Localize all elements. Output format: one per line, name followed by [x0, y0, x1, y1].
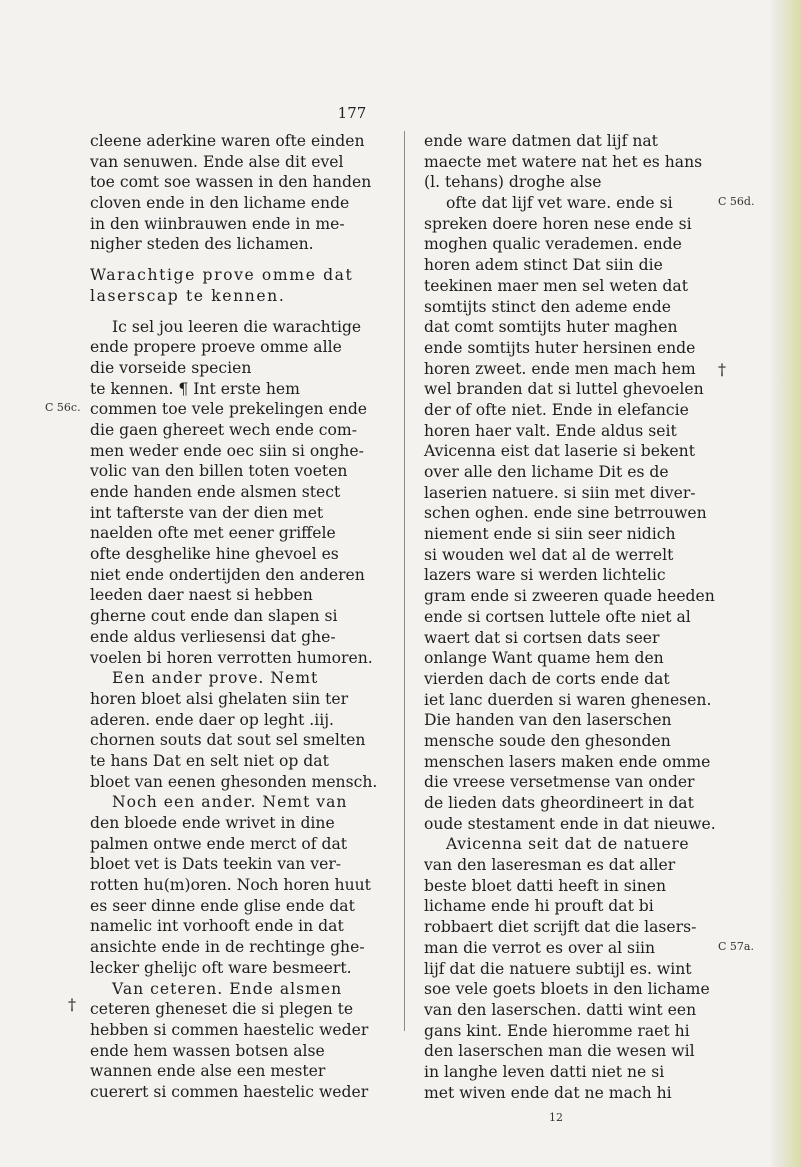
text-line: de lieden dats gheordineert in dat	[424, 794, 694, 812]
text-line: onlange Want quame hem den	[424, 649, 664, 668]
text-line: ofte desghelike hine ghevoel es	[90, 545, 339, 564]
text-line: volic van den billen toten voeten	[90, 462, 348, 481]
text-line: ceteren gheneset die si plegen te	[90, 1000, 354, 1019]
text-line: die vorseide specien	[90, 358, 252, 377]
section-heading: Warachtige prove omme dat	[90, 266, 354, 285]
text-line: naelden ofte met eener griffele	[90, 524, 336, 543]
text-line: Avicenna eist dat laserie si bekent	[424, 442, 695, 461]
text-line: cleene aderkine waren ofte einden	[90, 132, 365, 150]
text-line: ofte dat lijf vet ware. ende si	[446, 194, 673, 213]
text-line: si wouden wel dat al de werrelt	[424, 545, 674, 564]
text-line: van den laseresman es dat aller	[424, 856, 676, 875]
text-line: te hans Dat en selt niet op dat	[90, 751, 329, 770]
text-line: te kennen. ¶ Int erste hem	[90, 379, 300, 398]
text-line: moghen qualic verademen. ende	[424, 235, 682, 254]
column-divider	[404, 131, 405, 1031]
text-line: Avicenna seit dat de natuere	[446, 835, 690, 854]
right-column	[424, 131, 716, 1103]
text-line: horen adem stinct Dat siin die	[424, 256, 663, 275]
section-heading-line: Een ander prove. Nemt	[112, 669, 319, 688]
text-line: bloet vet is Dats teekin van ver-	[90, 855, 342, 874]
text-line: ansichte ende in de rechtinge ghe-	[90, 938, 365, 957]
text-line: niet ende ondertijden den anderen	[90, 565, 365, 584]
section-heading: laserscap te kennen.	[90, 286, 286, 305]
margin-note-c56d: C 56d.	[718, 195, 755, 208]
text-line: gherne cout ende dan slapen si	[90, 607, 338, 626]
dagger-mark-left: †	[68, 995, 76, 1014]
text-line: van den laserschen. datti wint een	[424, 1000, 697, 1019]
text-line: lijf dat die natuere subtijl es. wint	[424, 959, 692, 978]
text-line: leeden daer naest si hebben	[90, 586, 313, 605]
text-line: wannen ende alse een mester	[90, 1062, 326, 1081]
margin-note-c56c: C 56c.	[45, 401, 81, 414]
signature-mark: 12	[549, 1111, 563, 1124]
text-line: ende hem wassen botsen alse	[90, 1041, 325, 1060]
text-line: ende si cortsen luttele ofte niet al	[424, 607, 691, 626]
text-line: die gaen ghereet wech ende com-	[90, 420, 357, 439]
text-line: in den wiinbrauwen ende in me-	[90, 214, 345, 233]
text-line: ende somtijts huter hersinen ende	[424, 338, 696, 357]
text-line: schen oghen. ende sine betrrouwen	[424, 504, 707, 523]
text-line: spreken doere horen nese ende si	[424, 214, 692, 233]
text-line: Ic sel jou leeren die warachtige	[112, 317, 362, 336]
paragraph-gap	[90, 255, 382, 265]
text-line: over alle den lichame Dit es de	[424, 463, 669, 481]
text-line: in langhe leven datti niet ne si	[424, 1062, 665, 1081]
text-line: Die handen van den laserschen	[424, 711, 672, 730]
text-line: palmen ontwe ende merct of dat	[90, 834, 348, 853]
page-edge-shadow	[771, 0, 801, 1167]
text-line: bloet van eenen ghesonden mensch.	[90, 772, 378, 791]
text-line: der of ofte niet. Ende in elefancie	[424, 400, 689, 419]
text-line: den bloede ende wrivet in dine	[90, 814, 335, 832]
text-line: den laserschen man die wesen wil	[424, 1042, 695, 1061]
text-line: maecte met watere nat het es hans	[424, 152, 703, 171]
text-line: hebben si commen haestelic weder	[90, 1020, 369, 1039]
text-line: van senuwen. Ende alse dit evel	[90, 152, 344, 171]
text-line: met wiven ende dat ne mach hi	[424, 1083, 672, 1102]
text-line: teekinen maer men sel weten dat	[424, 276, 688, 295]
text-line: es seer dinne ende glise ende dat	[90, 896, 355, 915]
text-line: beste bloet datti heeft in sinen	[424, 876, 667, 895]
text-line: iet lanc duerden si waren ghenesen.	[424, 690, 712, 709]
text-line: voelen bi horen verrotten humoren.	[90, 648, 373, 667]
text-line: mensche soude den ghesonden	[424, 731, 671, 750]
text-line: somtijts stinct den ademe ende	[424, 297, 671, 316]
text-line: waert dat si cortsen dats seer	[424, 628, 660, 647]
text-line: aderen. ende daer op leght .iij.	[90, 710, 335, 729]
text-line: ende ware datmen dat lijf nat	[424, 132, 658, 150]
text-line: lichame ende hi prouft dat bi	[424, 897, 654, 916]
text-line: int tafterste van der dien met	[90, 503, 324, 522]
dagger-mark-right: †	[718, 360, 726, 379]
text-line: vierden dach de corts ende dat	[424, 669, 670, 688]
text-line: gans kint. Ende hieromme raet hi	[424, 1021, 690, 1040]
section-heading-line: Noch een ander. Nemt van	[112, 793, 348, 812]
text-line: men weder ende oec siin si onghe-	[90, 441, 364, 460]
text-line: ende propere proeve omme alle	[90, 338, 342, 357]
text-line: rotten hu(m)oren. Noch horen huut	[90, 876, 371, 895]
text-line: chornen souts dat sout sel smelten	[90, 731, 366, 750]
text-line: laserien natuere. si siin met diver-	[424, 483, 696, 502]
text-line: (l. tehans) droghe alse	[424, 173, 602, 192]
text-line: robbaert diet scrijft dat die lasers-	[424, 918, 697, 937]
text-line: gram ende si zweeren quade heeden	[424, 587, 715, 606]
text-line: horen haer valt. Ende aldus seit	[424, 421, 677, 440]
text-line: commen toe vele prekelingen ende	[90, 400, 368, 419]
left-column	[90, 131, 382, 1103]
text-line: nigher steden des lichamen.	[90, 235, 314, 254]
page-number: 177	[337, 104, 367, 122]
text-line: niement ende si siin seer nidich	[424, 525, 676, 544]
text-line: cloven ende in den lichame ende	[90, 194, 350, 213]
text-line: horen zweet. ende men mach hem	[424, 359, 696, 378]
text-line: lazers ware si werden lichtelic	[424, 566, 666, 585]
text-line: ende handen ende alsmen stect	[90, 483, 341, 501]
text-line: lecker ghelijc oft ware besmeert.	[90, 958, 352, 977]
margin-note-c57a: C 57a.	[718, 940, 754, 953]
text-line: toe comt soe wassen in den handen	[90, 173, 372, 192]
text-line: man die verrot es over al siin	[424, 938, 656, 957]
text-line: oude stestament ende in dat nieuwe.	[424, 814, 716, 833]
text-line: menschen lasers maken ende omme	[424, 752, 711, 771]
text-line: die vreese versetmense van onder	[424, 773, 695, 792]
text-line: ende aldus verliesensi dat ghe-	[90, 627, 336, 646]
text-line: wel branden dat si luttel ghevoelen	[424, 380, 704, 399]
section-heading-line: Van ceteren. Ende alsmen	[112, 979, 343, 998]
text-line: soe vele goets bloets in den lichame	[424, 980, 710, 999]
text-line: namelic int vorhooft ende in dat	[90, 917, 344, 936]
text-line: cuerert si commen haestelic weder	[90, 1082, 369, 1101]
text-line: horen bloet alsi ghelaten siin ter	[90, 689, 349, 708]
text-line: dat comt somtijts huter maghen	[424, 318, 678, 337]
paragraph-gap	[90, 307, 382, 317]
